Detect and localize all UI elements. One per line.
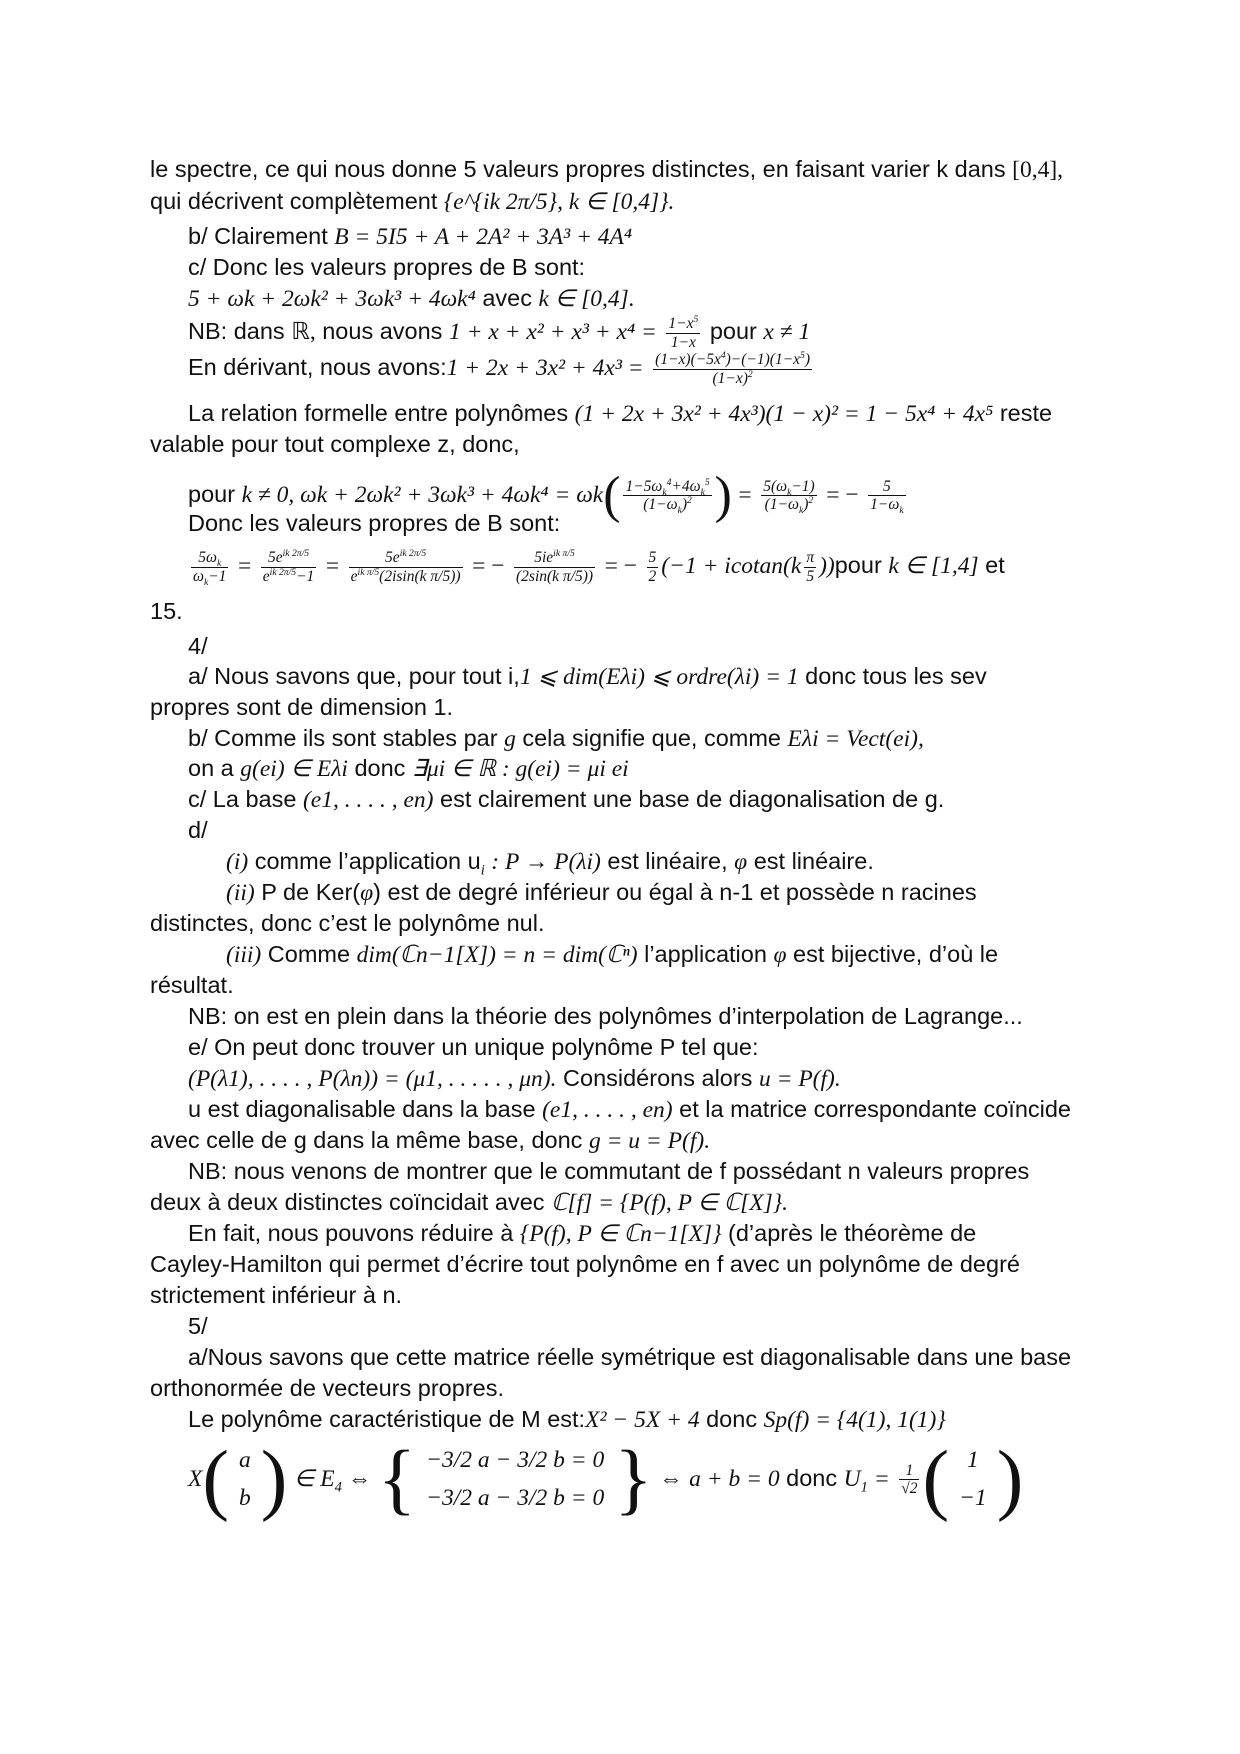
text: Comme [267,941,351,967]
fraction: $\frac{1-5\omega_k^4+4\omega_k^5}{(1-\omega_k)^2}$ [625,476,710,517]
fraction: $\frac{\pi}{5}$ [806,549,815,585]
math: k ∈ [0,4]. [538,286,635,312]
text: avec [482,285,532,311]
math: g(ei) ∈ Eλi [240,756,348,782]
text: b/ Comme ils sont stables par [188,725,498,751]
text: Considérons alors [563,1065,753,1091]
math: 1 ⩽ dim(Eλi) ⩽ ordre(λi) = 1 [519,664,799,690]
real-numbers-symbol: ℝ, [291,319,316,346]
text-line [188,788,944,813]
math: 1 + x + x² + x³ + x⁴ = [448,319,657,346]
text-line [150,1284,402,1308]
system [416,1442,614,1517]
text: La relation formelle entre polynômes [188,400,569,426]
text-line [188,313,811,351]
vector [229,1442,261,1517]
text: (d’après le théorème de [728,1220,977,1246]
text: distinctes, donc c’est le polynôme nul. [150,910,545,936]
math: dim(ℂn−1[X]) = n = dim(ℂⁿ) [356,942,638,968]
text-line [150,190,674,215]
text-line [150,433,520,457]
text-line [150,1253,1020,1277]
math: B = 5I5 + A + 2A² + 3A³ + 4A⁴ [334,224,633,250]
text: NB: on est en plein dans la théorie des polynômes d’interpolation de Lagrange... [188,1003,1023,1029]
fraction: $\frac{1-x^5}{1-x}$ [668,313,699,351]
math: [0,4], [1012,157,1064,183]
text: c/ Donc les valeurs propres de B sont: [188,254,586,280]
equation: −3/2 a − 3/2 b = 0 [426,1447,605,1474]
text-line [150,158,1063,183]
text-line [188,1036,758,1060]
text: a/ Nous savons que, pour tout i, [188,663,520,689]
text: résultat. [150,972,234,998]
text-line [188,225,632,250]
text: strictement inférieur à n. [150,1282,403,1308]
vector-entry: b [238,1484,251,1511]
text: a/Nous savons que cette matrice réelle symétrique est diagonalisable dans une base [188,1344,1072,1370]
text-line [188,349,815,387]
math: a + b = 0 [689,1466,780,1493]
math: ℂ[f] = {P(f), P ∈ ℂ[X]}. [551,1190,789,1216]
math: (1 + 2x + 3x² + 4x³)(1 − x)² = 1 − 5x⁴ + 4x⁵ [574,401,994,427]
text-line [188,1160,1029,1184]
text: 4/ [188,633,208,659]
text: En fait, nous pouvons réduire à [188,1220,514,1246]
text: NB: dans [188,318,285,345]
text-line: pour k ≠ 0, ωk + 2ωk² + 3ωk³ + 4ωk⁴ = ωk( $\frac{1-5\omega_k^4+4\omega_k^5}{(1-\omega_k)^2}$ ) = $\frac{5(\omega_k-1)}{(1-\omega_k)^2}$ = − $\frac{5}{1-\omega_k}$ [188,467,904,524]
fraction: $\frac{(1-x)(-5x^4)-(-1)(1-x^5)}{(1-x)^2}$ [655,349,811,387]
text: propres sont de dimension 1. [150,694,454,720]
text: donc tous les sev [805,663,987,689]
text: P de Ker( [261,879,361,905]
text-line [188,1222,976,1247]
equation: −3/2 a − 3/2 b = 0 [426,1484,605,1511]
text-line [188,1346,1071,1370]
text-line [188,1005,1023,1029]
text: et la matrice correspondante coïncide [679,1096,1072,1122]
text: le spectre, ce qui nous donne 5 valeurs propres distinctes, en faisant varier k dans [150,156,1006,182]
text: l’application [644,941,767,967]
text: est clairement une base de diagonalisation de g. [440,786,945,812]
text: valable pour tout complexe z, donc, [150,431,520,457]
fraction: $\frac{5(\omega_k-1)}{(1-\omega_k)^2}$ [763,477,815,517]
text-line [188,402,1052,427]
text: on a [188,755,234,781]
text-line [188,1408,946,1433]
math: g = u = P(f). [588,1128,711,1154]
text: est linéaire. [753,848,874,874]
math: Sp(f) = {4(1), 1(1)} [763,1407,946,1433]
text-line: b/ Comme ils sont stables par g cela signifie que, comme Eλi = Vect(ei), [188,725,924,752]
text: avec celle de g dans la même base, donc [150,1127,583,1153]
fraction: $\frac{1}{√2}$ [901,1461,918,1498]
text: u est diagonalisable dans la base [188,1096,536,1122]
text-line [188,635,208,659]
text: nous avons [322,318,443,345]
vector [949,1442,997,1517]
text: donc [354,755,406,781]
text: est linéaire, [607,848,728,874]
math: (P(λ1), . . . . , P(λn)) = (μ1, . . . . . , μn). [188,1066,557,1092]
text: orthonormée de vecteurs propres. [150,1375,504,1401]
text-line [150,696,453,720]
matrix-equation: X( a b ) ∈ $E_4$ ⇔ { −3/2 a − 3/2 b = 0 −3/2 a − 3/2 b = 0 } ⇔ a + b = 0 donc $U_1$ = $\frac{1}{√2}$ ( 1 −1 ) [188,1435,1024,1523]
math: k ≠ 0, ωk + 2ωk² + 3ωk³ + 4ωk⁴ = ωk [241,482,604,509]
math: ∃μi ∈ ℝ : g(ei) = μi ei [411,756,629,782]
text: c/ La base [188,786,297,812]
fraction: $\frac{5\omega_k}{\omega_k-1}$ [193,549,227,588]
text-line [188,819,208,843]
text: donc [786,1465,838,1492]
fraction: $\frac{5e^{ik 2\pi/5}}{e^{ik \pi/5}(2isin(k \pi/5))}$ [350,547,461,585]
text-line: $\frac{5\omega_k}{\omega_k-1}$ = $\frac{5e^{ik 2\pi/5}}{e^{ik 2\pi/5}-1}$ = $\frac{5e^{ik 2\pi/5}}{e^{ik \pi/5}(2isin(k \pi/5))}$ = − $\frac{5ie^{ik \pi/5}}{\text{(2sin(k π/5))}}$ = − $\frac{5}{2}$ (−1 + icotan(k $\frac{\pi}{5}$ ))pour k ∈ [1,4] et [193,547,1005,588]
text: NB: nous venons de montrer que le commutant de f possédant n valeurs propres [188,1158,1030,1184]
math: Eλi = Vect(ei), [787,726,924,752]
text: Donc les valeurs propres de B sont: [188,510,561,536]
text-line [188,1098,1071,1123]
text-line: (iii) Comme dim(ℂn−1[X]) = n = dim(ℂⁿ) l’application φ est bijective, d’où le [226,941,999,968]
vector-entry: 1 [967,1447,979,1474]
text-line [188,757,629,782]
math: k ∈ [1,4] [888,553,979,580]
math: {P(f), P ∈ ℂn−1[X]} [519,1221,722,1247]
text: 15. [150,598,183,624]
math: 5 + ωk + 2ωk² + 3ωk³ + 4ωk⁴ [188,286,476,312]
text: Le polynôme caractéristique de M est: [188,1406,586,1432]
text: donc [706,1406,758,1432]
text: comme l’application u [254,848,481,874]
vector-entry: a [238,1447,251,1474]
math: X² − 5X + 4 [585,1407,700,1433]
text: pour [834,552,882,579]
text: et [985,552,1005,579]
text: cela signifie que, comme [522,725,781,751]
text: ) est de degré inférieur ou égal à n-1 et possède n racines [373,879,977,905]
fraction: $\frac{5}{1-\omega_k}$ [870,477,904,517]
text: En dérivant, nous avons: [188,354,447,381]
text-line [188,1067,841,1092]
text-line: (i) comme l’application $u_i$ : P → P(λi) est linéaire, φ est linéaire. [226,848,874,879]
text-line [150,974,234,998]
text: Cayley-Hamilton qui permet d’écrire tout polynôme en f avec un polynôme de degré [150,1251,1020,1277]
text-line [150,1377,504,1401]
text: b/ Clairement [188,223,328,249]
text: deux à deux distinctes coïncidait avec [150,1189,545,1215]
text: pour [709,318,757,345]
math: 1 + 2x + 3x² + 4x³ = [446,355,644,382]
text-line [188,1315,208,1339]
text-line [150,1129,710,1154]
math: : P → P(λi) [491,849,601,875]
text-line [150,1191,788,1216]
text-line [150,600,183,624]
math: x ≠ 1 [763,319,811,346]
text-line [188,256,585,280]
fraction: $\frac{5ie^{ik \pi/5}}{\text{(2sin(k π/5))}}$ [516,547,594,585]
math: {e^{ik 2π/5}, k ∈ [0,4]}. [443,189,675,215]
text: e/ On peut donc trouver un unique polynôme P tel que: [188,1034,759,1060]
text: est bijective, d’où le [793,941,999,967]
text-line [188,665,987,690]
text: pour [188,481,236,508]
vector-entry: −1 [959,1484,987,1511]
fraction: $\frac{5}{2}$ [648,549,657,585]
math: (e1, . . . . , en) [542,1097,673,1123]
text-line [188,512,560,536]
text: reste [999,400,1053,426]
text: d/ [188,817,208,843]
text-line [150,912,545,936]
text: 5/ [188,1313,208,1339]
text: qui décrivent complètement [150,188,438,214]
math: u = P(f). [758,1066,841,1092]
text-line: (ii) P de Ker(φ) est de degré inférieur ou égal à n-1 et possède n racines [226,879,977,906]
fraction: $\frac{5e^{ik 2\pi/5}}{e^{ik 2\pi/5}-1}$ [262,547,315,585]
text-line [188,287,635,312]
math: (e1, . . . . , en) [302,787,434,813]
